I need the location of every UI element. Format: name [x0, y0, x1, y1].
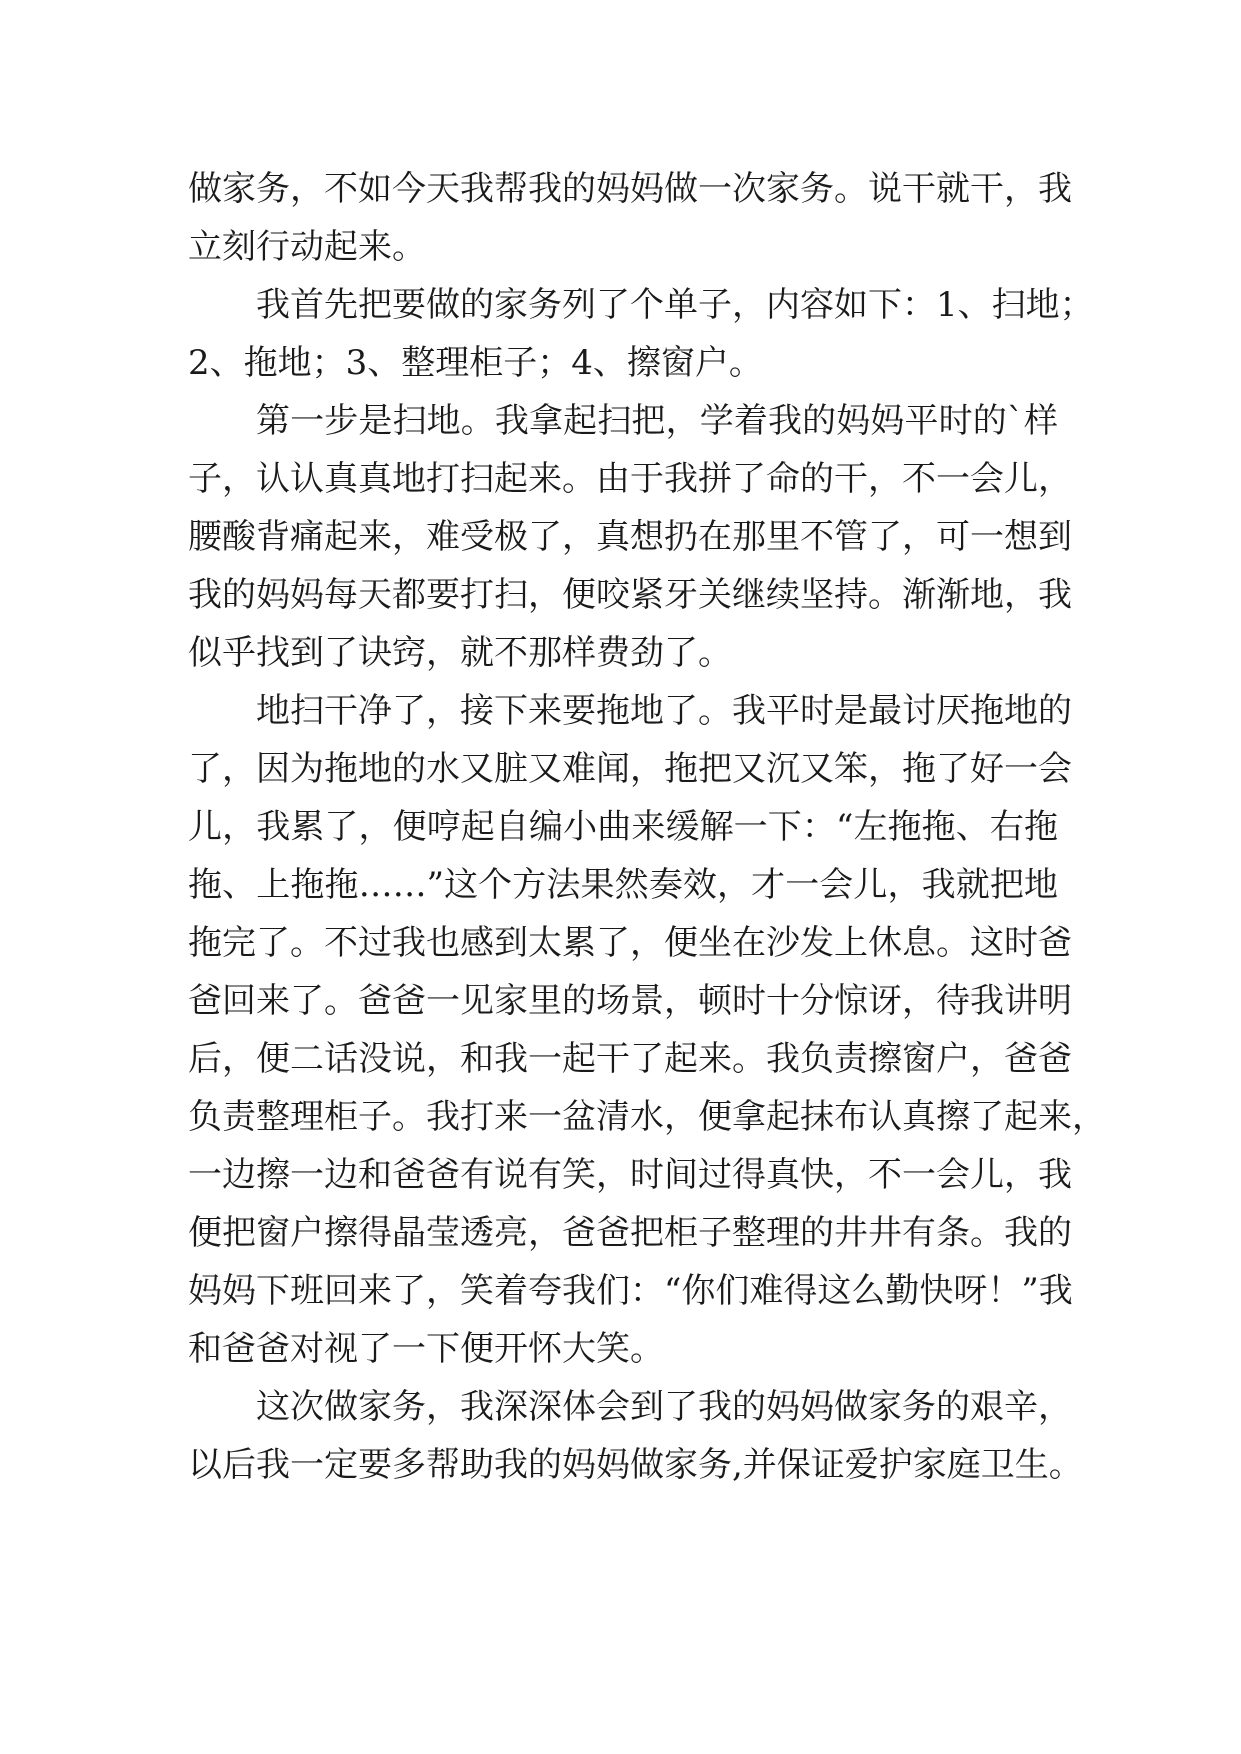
text-line: 子，认认真真地打扫起来。由于我拼了命的干，不一会儿， [188, 459, 1072, 499]
text-line: 立刻行动起来。 [188, 227, 426, 267]
text-line: 了，因为拖地的水又脏又难闻，拖把又沉又笨，拖了好一会 [188, 749, 1072, 789]
text-line: 一边擦一边和爸爸有说有笑，时间过得真快，不一会儿，我 [188, 1155, 1072, 1195]
text-line: 爸回来了。爸爸一见家里的场景，顿时十分惊讶，待我讲明 [188, 981, 1072, 1021]
paragraph-4 [188, 682, 1106, 1378]
text-line: 做家务，不如今天我帮我的妈妈做一次家务。说干就干，我 [188, 169, 1072, 209]
paragraph-1 [188, 160, 1072, 276]
text-line: 地扫干净了，接下来要拖地了。我平时是最讨厌拖地的 [256, 691, 1072, 731]
text-line: 儿，我累了，便哼起自编小曲来缓解一下：“左拖拖、右拖 [188, 807, 1058, 847]
document-body [188, 160, 1106, 1494]
text-line: 腰酸背痛起来，难受极了，真想扔在那里不管了，可一想到 [188, 517, 1072, 557]
paragraph-2 [188, 276, 1094, 392]
text-line: 2、拖地；3、整理柜子；4、擦窗户。 [188, 343, 763, 383]
text-line: 和爸爸对视了一下便开怀大笑。 [188, 1329, 664, 1369]
text-line: 第一步是扫地。我拿起扫把，学着我的妈妈平时的`样 [256, 401, 1058, 441]
text-line: 这次做家务，我深深体会到了我的妈妈做家务的艰辛， [256, 1387, 1072, 1427]
text-line: 拖、上拖拖……”这个方法果然奏效，才一会儿，我就把地 [188, 865, 1058, 905]
text-line: 似乎找到了诀窍，就不那样费劲了。 [188, 633, 732, 673]
paragraph-3 [188, 392, 1072, 682]
text-line: 妈妈下班回来了，笑着夸我们：“你们难得这么勤快呀！”我 [188, 1271, 1073, 1311]
paragraph-5 [188, 1378, 1083, 1494]
text-line: 后，便二话没说，和我一起干了起来。我负责擦窗户，爸爸 [188, 1039, 1072, 1079]
text-line: 负责整理柜子。我打来一盆清水，便拿起抹布认真擦了起来， [188, 1097, 1106, 1137]
text-line: 以后我一定要多帮助我的妈妈做家务,并保证爱护家庭卫生。 [188, 1445, 1083, 1485]
text-line: 我首先把要做的家务列了个单子，内容如下：1、扫地； [256, 285, 1094, 325]
text-line: 拖完了。不过我也感到太累了，便坐在沙发上休息。这时爸 [188, 923, 1072, 963]
text-line: 我的妈妈每天都要打扫，便咬紧牙关继续坚持。渐渐地，我 [188, 575, 1072, 615]
text-line: 便把窗户擦得晶莹透亮，爸爸把柜子整理的井井有条。我的 [188, 1213, 1072, 1253]
